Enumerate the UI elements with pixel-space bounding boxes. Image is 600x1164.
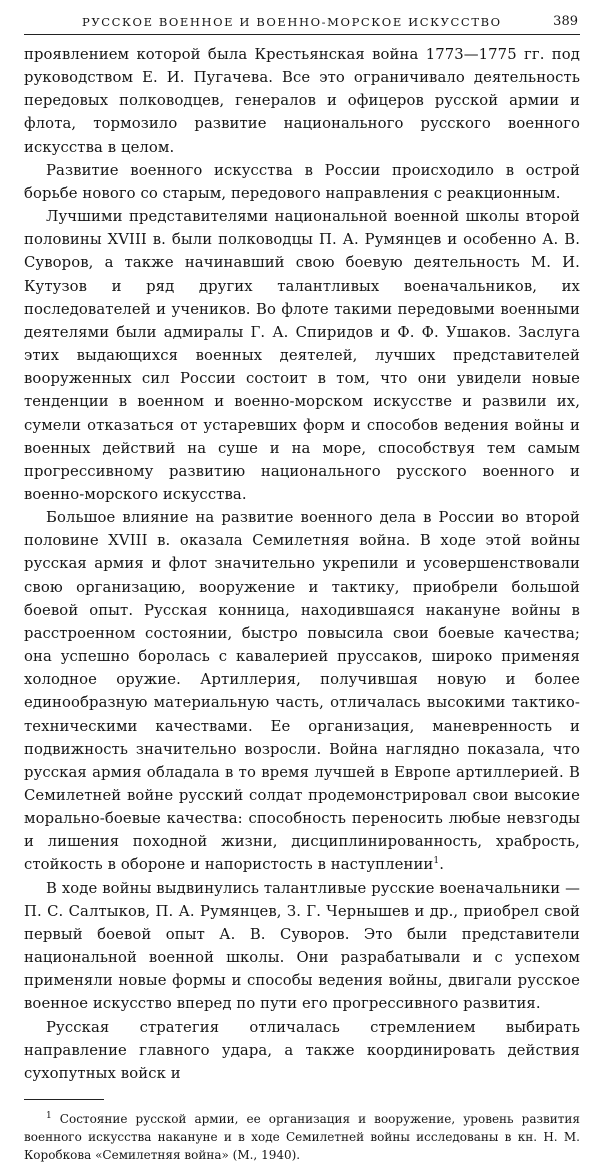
main-text	[24, 43, 580, 1085]
paragraph: В ходе войны выдвинулись талантливые русские военачальники — П. С. Салтыков, П. А. Румянцев, З. Г. Чернышев и др., приобрел свой первый боевой опыт А. В. Суворов. Это были представители национальной военной школы. Они разрабатывали и с успехом применяли новые формы и способы ведения войны, двигали русское военное искусство вперед по пути его прогрессивного развития.	[24, 879, 580, 1013]
paragraph: проявлением которой была Крестьянская война 1773—1775 гг. под руководством Е. И. Пугачева. Все это ограничивало деятельность передовых полководцев, генералов и офицеров русской армии и флота, тормозило развитие национального русского военного искусства в целом.	[24, 46, 580, 156]
footnote-divider	[24, 1099, 104, 1100]
footnote-reference: 1	[433, 856, 440, 867]
footnote-text: Состояние русской армии, ее организация и вооружение, уровень развития военного искусства накануне и в ходе Семилетней войны исследованы в кн. Н. М. Коробкова «Семилетняя война» (М., 1940).	[24, 1112, 580, 1163]
paragraph: Лучшими представителями национальной военной школы второй половины XVIII в. были полководцы П. А. Румянцев и особенно А. В. Суворов, а также начинавший свою боевую деятельность М. И. Кутузов и ряд других талантливых военачальников, их последователей и учеников. Во флоте такими передовыми военными деятелями были адмиралы Г. А. Спиридов и Ф. Ф. Ушаков. Заслуга этих выдающихся военных деятелей, лучших представителей вооруженных сил России состоит в том, что они увидели новые тенденции в военном и военно-морском искусстве и развили их, сумели отказаться от устаревших форм и способов ведения войны и военных действий на суше и на море, способствуя тем самым прогрессивному развитию национального русского военного и военно-морского искусства.	[24, 208, 580, 503]
footnote-paragraph	[24, 1110, 580, 1164]
page-number: 389	[553, 14, 578, 29]
paragraph: Русская стратегия отличалась стремлением выбирать направление главного удара, а также координировать действия сухопутных войск и	[24, 1018, 580, 1082]
running-header	[24, 12, 580, 35]
paragraph: Развитие военного искусства в России происходило в острой борьбе нового со старым, передового направления с реакционным.	[24, 161, 580, 202]
paragraph-text: Большое влияние на развитие военного дела в России во второй половине XVIII в. оказала Семилетняя война. В ходе этой войны русская армия и флот значительно укрепили и усовершенствовали свою организацию, вооружение и тактику, приобрели большой боевой опыт. Русская конница, находившаяся накануне войны в расстроенном состоянии, быстро повысила свои боевые качества; она успешно боролась с кавалерией пруссаков, широко применяя холодное оружие. Артиллерия, получившая новую и более единообразную материальную часть, отличалась высокими тактико-техническими качествами. Ее организация, маневренность и подвижность значительно возросли. Война наглядно показала, что русская армия обладала в то время лучшей в Европе артиллерией. В Семилетней войне русский солдат продемонстрировал свои высокие морально-боевые качества: способность переносить любые невзгоды и лишения походной жизни, дисциплинированность, храбрость, стойкость в обороне и напористость в наступлении	[24, 509, 580, 874]
paragraph: Большое влияние на развитие военного дела в России во второй половине XVIII в. оказала Семилетняя война. В ходе этой войны русская армия и флот значительно укрепили и усовершенствовали свою организацию, вооружение и тактику, приобрели большой боевой опыт. Русская конница, находившаяся накануне войны в расстроенном состоянии, быстро повысила свои боевые качества; она успешно боролась с кавалерией пруссаков, широко применяя холодное оружие. Артиллерия, получившая новую и более единообразную материальную часть, отличалась высокими тактико-техническими качествами. Ее организация, маневренность и подвижность значительно возросли. Война наглядно показала, что русская армия обладала в то время лучшей в Европе артиллерией. В Семилетней войне русский солдат продемонстрировал свои высокие морально-боевые качества: способность переносить любые невзгоды и лишения походной жизни, дисциплинированность, храбрость, стойкость в обороне и напористость в наступлении$^1$.	[24, 509, 580, 874]
footnote-marker: 1	[46, 1111, 52, 1122]
running-title: РУССКОЕ ВОЕННОЕ И ВОЕННО-МОРСКОЕ ИСКУССТВО	[82, 15, 502, 29]
footnote	[24, 1110, 580, 1164]
